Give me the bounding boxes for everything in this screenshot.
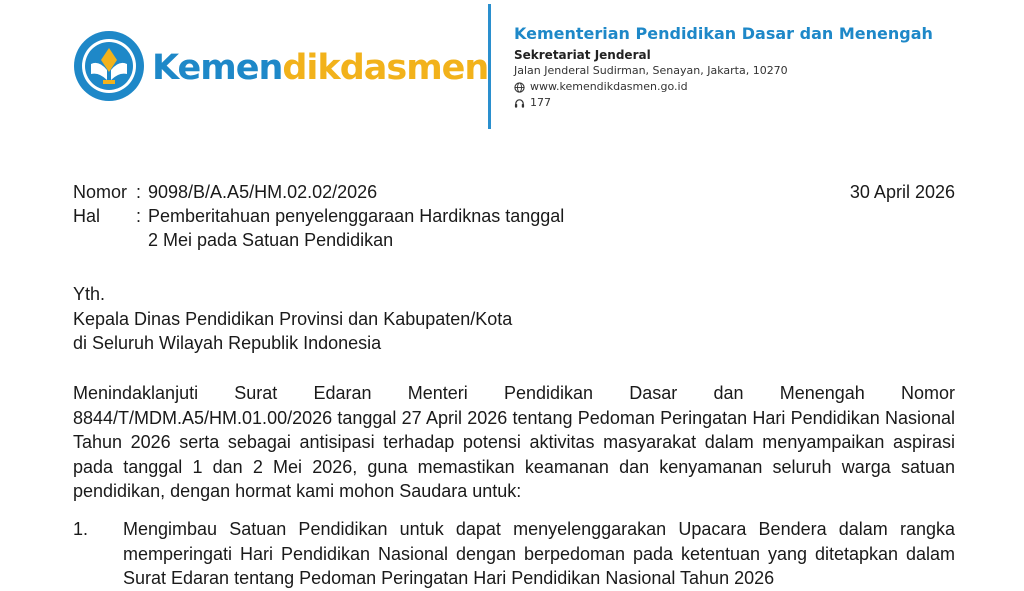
website-link[interactable]: www.kemendikdasmen.go.id: [530, 80, 688, 93]
list-item: [73, 517, 955, 591]
recipient-line-2: di Seluruh Wilayah Republik Indonesia: [73, 333, 382, 353]
hal-value: Pemberitahuan penyelenggaraan Hardiknas tanggal 2 Mei pada Satuan Pendidikan: [148, 206, 565, 250]
ministry-name: Kementerian Pendidikan Dasar dan Menengah: [514, 24, 933, 43]
address-text: Jalan Jenderal Sudirman, Senayan, Jakarta, 10270: [514, 64, 788, 77]
letter-date: 30 April 2026: [849, 182, 955, 202]
request-list: [73, 517, 955, 591]
phone-line: [514, 95, 933, 111]
unit-name: Sekretariat Jenderal: [514, 48, 651, 62]
recipient-line-1: Kepala Dinas Pendidikan Provinsi dan Kabupaten/Kota: [73, 308, 513, 329]
phone-number: 177: [530, 96, 551, 109]
brand-wordmark: [152, 44, 488, 92]
salutation: Yth.: [73, 284, 106, 304]
brand-part-kemen: Kemen: [152, 48, 283, 88]
list-item-number: 1.: [73, 519, 89, 539]
hal-separator: :: [136, 206, 142, 226]
hal-label: Hal: [73, 206, 101, 226]
letter-meta: [73, 180, 568, 252]
headset-icon: [514, 98, 525, 109]
hal-row: [73, 204, 568, 252]
nomor-label: Nomor: [73, 182, 128, 202]
nomor-row: [73, 180, 568, 204]
address-line: [514, 63, 933, 79]
header-divider: [488, 4, 491, 129]
letterhead-info: [514, 22, 933, 111]
brand-part-dikdasmen: dikdasmen: [282, 48, 489, 88]
body-paragraph: Menindaklanjuti Surat Edaran Menteri Pendidikan Dasar dan Menengah Nomor 8844/T/MDM.A5/HM.01.00/2026 tanggal 27 April 2026 tentang Pedoman Peringatan Hari Pendidikan Nasional Tahun 2026 serta sebagai antisipasi terhadap potensi aktivitas masyarakat dalam menyampaikan aspirasi pada tanggal 1 dan 2 Mei 2026, guna memastikan keamanan dan kenyamanan seluruh warga satuan pendidikan, dengan hormat kami mohon Saudara untuk:: [73, 383, 955, 501]
list-item-text: Mengimbau Satuan Pendidikan untuk dapat menyelenggarakan Upacara Bendera dalam rangka memperingati Hari Pendidikan Nasional dengan berpedoman pada ketentuan yang ditetapkan dalam Surat Edaran tentang Pedoman Peringatan Hari Pendidikan Nasional Tahun 2026: [123, 519, 955, 588]
website-line: [514, 79, 933, 95]
nomor-separator: :: [136, 182, 142, 202]
tut-wuri-handayani-emblem: [73, 30, 145, 102]
globe-icon: [514, 82, 525, 93]
nomor-value: 9098/B/A.A5/HM.02.02/2026: [148, 182, 378, 202]
recipient-block: [73, 282, 512, 356]
